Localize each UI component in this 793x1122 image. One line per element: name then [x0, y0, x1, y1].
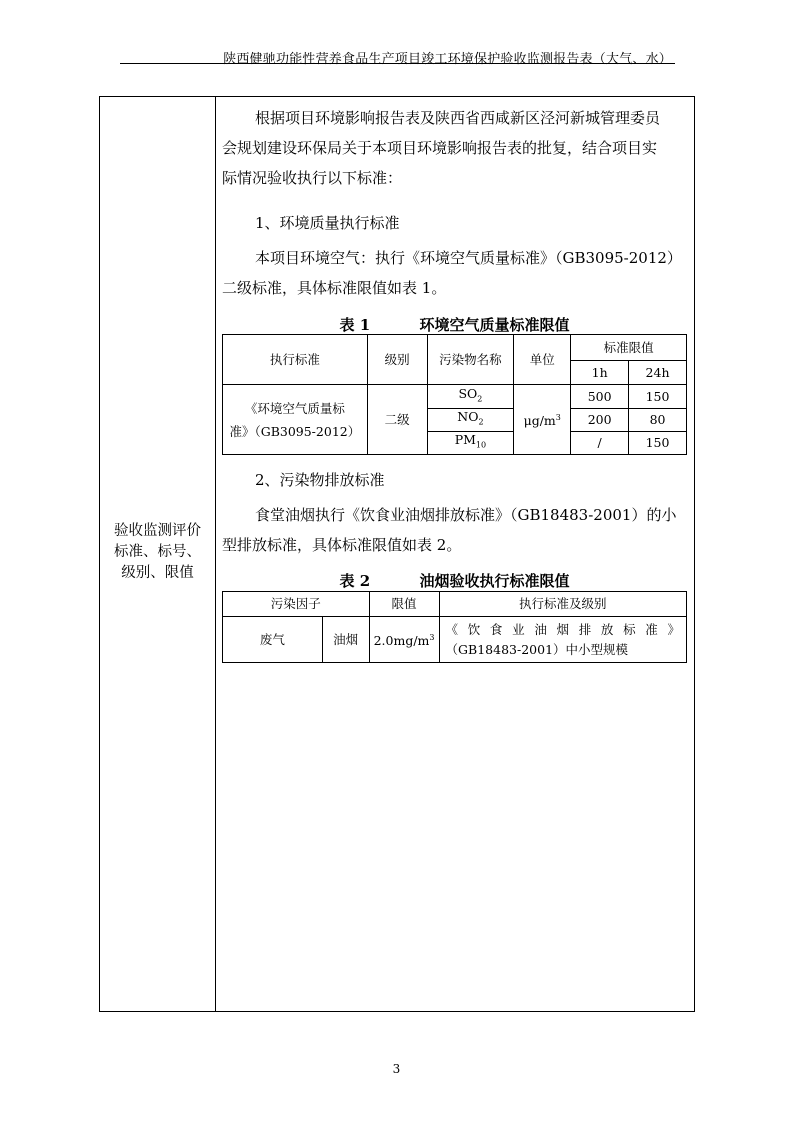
header-1h: 1h: [571, 361, 629, 385]
page-number: 3: [392, 1062, 401, 1076]
row-label-line: 级别、限值: [121, 565, 194, 581]
pollutant-name: PM: [454, 432, 476, 448]
factor-category-cell: 废气: [223, 617, 323, 663]
section2-heading-block: [222, 465, 687, 495]
row-label-line: 标准、标号、: [114, 544, 201, 560]
column-divider: [215, 97, 216, 1011]
pollutant-name: NO: [457, 409, 479, 425]
header-pollutant: 污染物名称: [427, 335, 514, 385]
intro-line: 际情况验收执行以下标准：: [222, 169, 403, 187]
table2-caption-title: 油烟验收执行标准限值: [419, 572, 570, 590]
limit-cell: [369, 617, 439, 663]
table1-caption-num: 表 1: [339, 316, 371, 334]
value-1h: /: [571, 432, 629, 455]
table-row: [223, 385, 687, 409]
header-standard: 执行标准: [223, 335, 368, 385]
pollutant-subscript: 10: [475, 440, 487, 450]
pollutant-cell: [427, 432, 514, 455]
limit-text: 2.0mg/m: [373, 633, 430, 649]
standard-cell: [223, 385, 368, 455]
section1-line: 本项目环境空气：执行《环境空气质量标准》（GB3095-2012）: [255, 249, 682, 267]
standard-line: 准》（GB3095-2012）: [229, 423, 361, 439]
value-1h: 200: [571, 409, 629, 432]
section2-line: 食堂油烟执行《饮食业油烟排放标准》（GB18483-2001）的小: [255, 506, 677, 524]
section2-line: 型排放标准，具体标准限值如表 2。: [222, 536, 462, 554]
cooking-fume-table: [222, 591, 687, 663]
header-factor: 污染因子: [223, 592, 370, 617]
row-label: [100, 521, 215, 584]
standard-line: 《饮食业油烟排放标准》: [445, 621, 680, 637]
table1-caption: [222, 314, 687, 335]
pollutant-subscript: 2: [478, 417, 484, 427]
section2-heading: 2、污染物排放标准: [255, 471, 385, 489]
header-rule: [120, 63, 675, 64]
standard-line: 《环境空气质量标: [244, 400, 345, 416]
section1-paragraph: [222, 243, 687, 303]
table-header-row: [223, 335, 687, 361]
table-row: [223, 617, 687, 663]
header-unit: 单位: [514, 335, 571, 385]
header-limit: 限值: [369, 592, 439, 617]
pollutant-cell: [427, 385, 514, 409]
section1-heading-block: [222, 208, 687, 238]
section2-paragraph: [222, 500, 687, 560]
table2-caption: [222, 570, 687, 591]
standard-line: （GB18483-2001）中小型规模: [445, 641, 629, 657]
unit-superscript: 3: [555, 412, 561, 422]
air-quality-table: [222, 334, 687, 455]
header-limit: 标准限值: [571, 335, 687, 361]
value-24h: 150: [629, 385, 687, 409]
pollutant-subscript: 2: [477, 394, 483, 404]
unit-cell: [514, 385, 571, 455]
value-24h: 150: [629, 432, 687, 455]
row-label-line: 验收监测评价: [114, 523, 201, 539]
pollutant-name: SO: [458, 385, 478, 401]
section1-line: 二级标准，具体标准限值如表 1。: [222, 279, 447, 297]
standard-cell: [439, 617, 686, 663]
header-standard: 执行标准及级别: [439, 592, 686, 617]
value-24h: 80: [629, 409, 687, 432]
value-1h: 500: [571, 385, 629, 409]
intro-paragraph: [222, 103, 687, 193]
unit-text: μg/m: [523, 413, 556, 429]
table-header-row: [223, 592, 687, 617]
intro-line: 根据项目环境影响报告表及陕西省西咸新区泾河新城管理委员: [255, 109, 661, 127]
header-24h: 24h: [629, 361, 687, 385]
table2-caption-num: 表 2: [339, 572, 371, 590]
limit-superscript: 3: [429, 632, 435, 642]
factor-item-cell: 油烟: [322, 617, 369, 663]
header-title: 陕西健驰功能性营养食品生产项目竣工环境保护验收监测报告表（大气、水）: [223, 52, 672, 67]
level-cell: 二级: [367, 385, 427, 455]
section1-heading: 1、环境质量执行标准: [255, 214, 400, 232]
intro-line: 会规划建设环保局关于本项目环境影响报告表的批复，结合项目实: [222, 139, 658, 157]
pollutant-cell: [427, 409, 514, 432]
table1-caption-title: 环境空气质量标准限值: [419, 316, 570, 334]
header-level: 级别: [367, 335, 427, 385]
